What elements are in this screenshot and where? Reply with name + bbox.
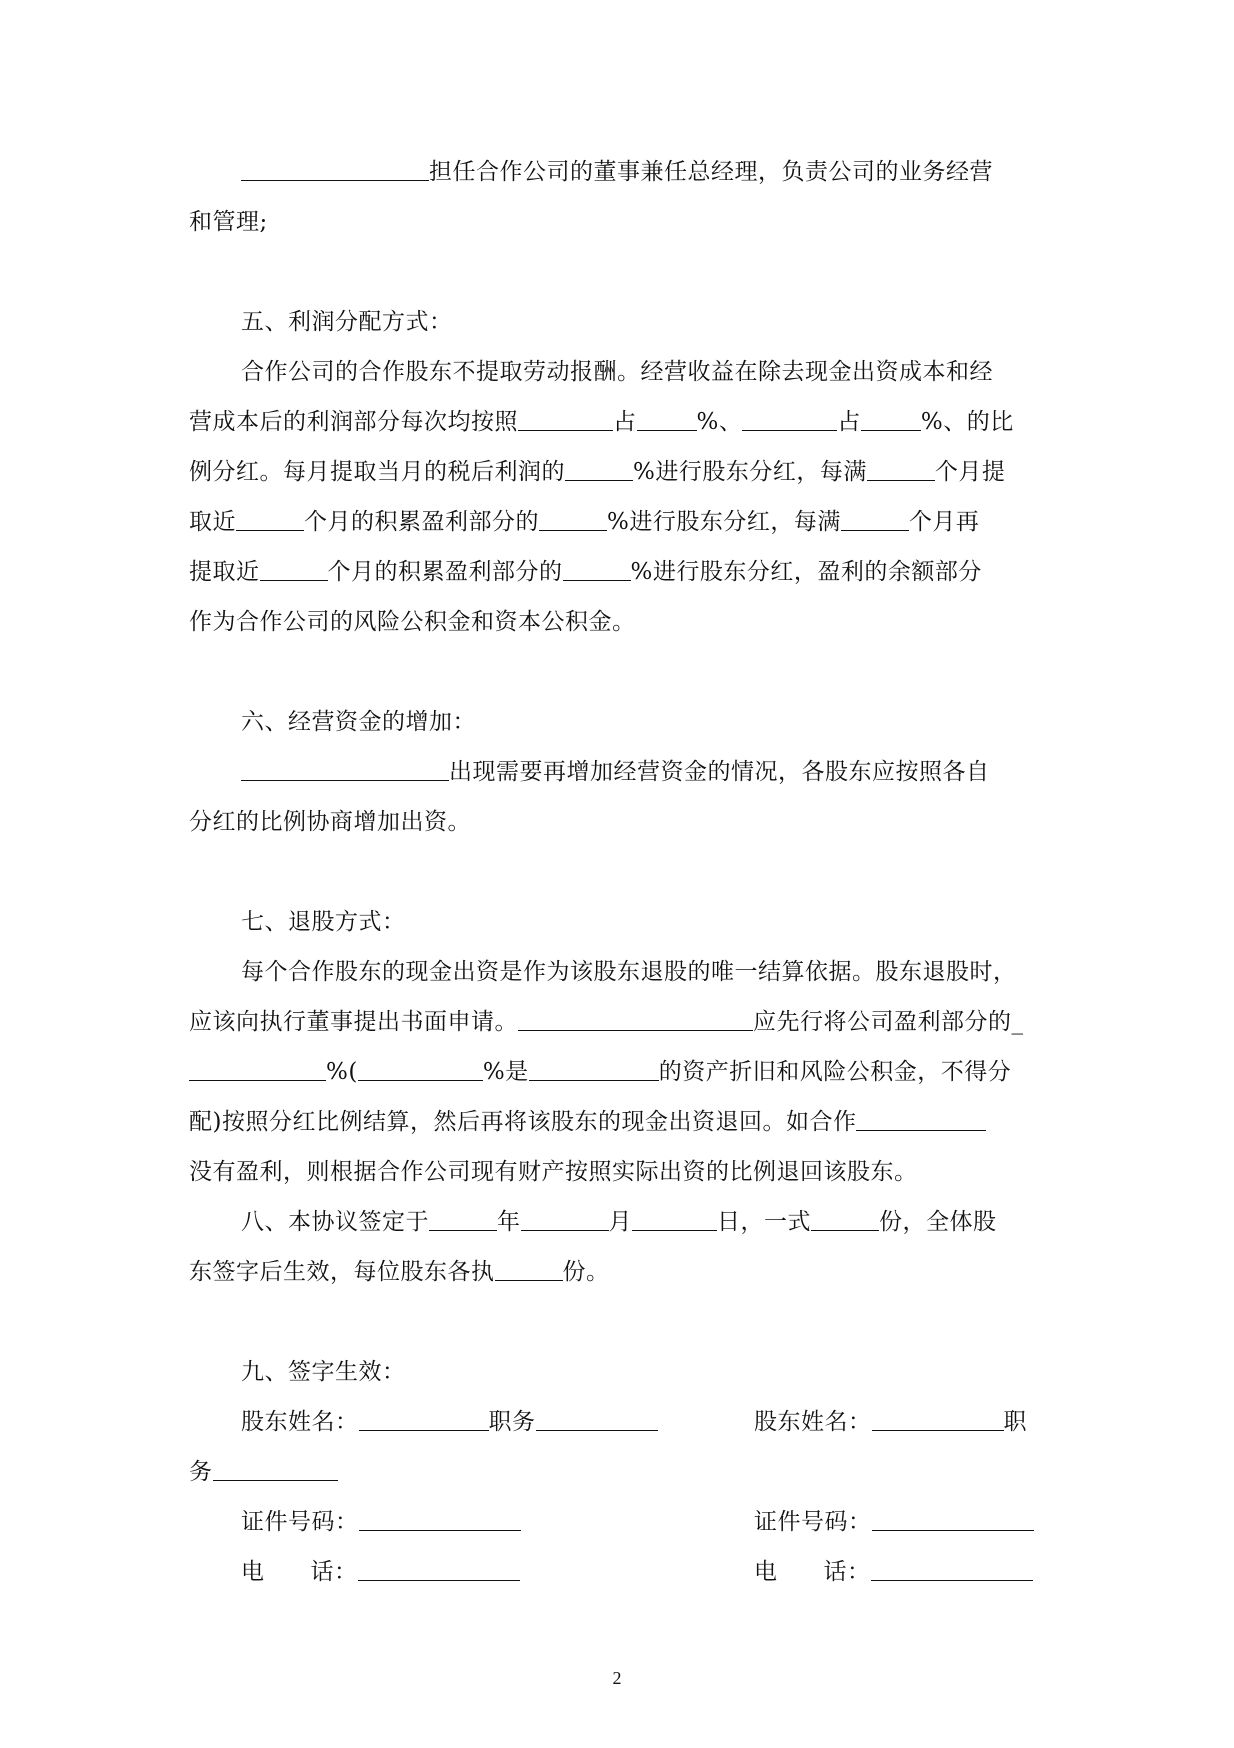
blank-field[interactable] bbox=[565, 458, 633, 481]
text: 个月的积累盈利部分的 bbox=[327, 559, 563, 585]
shareholder-name-label: 股东姓名： bbox=[241, 1409, 359, 1435]
blank-field[interactable] bbox=[521, 1208, 609, 1231]
text: 每个合作股东的现金出资是作为该股东退股的唯一结算依据。股东退股时， bbox=[241, 959, 1017, 985]
text-line bbox=[189, 1057, 1011, 1087]
blank-field[interactable] bbox=[867, 458, 935, 481]
text: 分红的比例协商增加出资。 bbox=[189, 809, 471, 835]
text: 占 bbox=[613, 409, 637, 435]
blank-field[interactable] bbox=[856, 1108, 986, 1131]
blank-field[interactable] bbox=[841, 508, 909, 531]
blank-field[interactable] bbox=[632, 1208, 717, 1231]
text-line bbox=[241, 357, 993, 387]
phone-label: 电 bbox=[241, 1559, 265, 1585]
blank-field[interactable] bbox=[241, 158, 429, 181]
heading-text: 七、退股方式： bbox=[241, 909, 406, 935]
phone-label: 话： bbox=[310, 1559, 358, 1585]
shareholder-name-field[interactable] bbox=[359, 1408, 489, 1431]
text: 作为合作公司的风险公积金和资本公积金。 bbox=[189, 609, 636, 635]
text: 合作公司的合作股东不提取劳动报酬。经营收益在除去现金出资成本和经 bbox=[241, 359, 993, 385]
text-line bbox=[189, 407, 1014, 437]
text: 取近 bbox=[189, 509, 236, 535]
heading-text: 五、利润分配方式： bbox=[241, 309, 453, 335]
id-number-label: 证件号码： bbox=[754, 1509, 872, 1535]
text-line bbox=[189, 807, 471, 837]
text: 个月再 bbox=[908, 509, 980, 535]
text: %进行股东分红，每满 bbox=[607, 509, 841, 535]
title-label: 职务 bbox=[488, 1409, 536, 1435]
text-line bbox=[189, 607, 636, 637]
text: 日，一式 bbox=[717, 1209, 811, 1235]
text: 年 bbox=[497, 1209, 521, 1235]
phone-label: 电 bbox=[754, 1559, 778, 1585]
signature-row-left bbox=[189, 1457, 338, 1487]
phone-field[interactable] bbox=[358, 1558, 520, 1581]
blank-field[interactable] bbox=[742, 408, 837, 431]
text: %( bbox=[326, 1059, 358, 1085]
id-number-field[interactable] bbox=[872, 1508, 1034, 1531]
phone-field[interactable] bbox=[871, 1558, 1033, 1581]
signature-row-right bbox=[754, 1507, 1034, 1537]
blank-field[interactable] bbox=[563, 558, 631, 581]
blank-field[interactable] bbox=[539, 508, 607, 531]
text: %是 bbox=[482, 1059, 529, 1085]
text: %进行股东分红，每满 bbox=[633, 459, 867, 485]
blank-field[interactable] bbox=[518, 408, 613, 431]
text: 出现需要再增加经营资金的情况，各股东应按照各自 bbox=[449, 759, 990, 785]
text: 月 bbox=[608, 1209, 632, 1235]
text: %进行股东分红，盈利的余额部分 bbox=[630, 559, 982, 585]
signature-row-left bbox=[241, 1407, 658, 1437]
text: 应该向执行董事提出书面申请。 bbox=[189, 1009, 518, 1035]
text: 没有盈利，则根据合作公司现有财产按照实际出资的比例退回该股东。 bbox=[189, 1159, 918, 1185]
signature-row-right bbox=[754, 1407, 1027, 1437]
title-field[interactable] bbox=[536, 1408, 658, 1431]
title-label-part: 务 bbox=[189, 1459, 213, 1485]
text-line bbox=[189, 507, 979, 537]
text: %、的比 bbox=[920, 409, 1014, 435]
title-label-part: 职 bbox=[1003, 1409, 1027, 1435]
id-number-field[interactable] bbox=[359, 1508, 521, 1531]
blank-field[interactable] bbox=[861, 408, 921, 431]
blank-field[interactable] bbox=[260, 558, 328, 581]
blank-field[interactable] bbox=[429, 1208, 497, 1231]
text: 和管理; bbox=[189, 209, 268, 235]
text: 个月的积累盈利部分的 bbox=[304, 509, 539, 535]
text-line bbox=[241, 957, 1017, 987]
text: 的资产折旧和风险公积金，不得分 bbox=[658, 1059, 1012, 1085]
text: 份。 bbox=[562, 1259, 610, 1285]
text-line bbox=[189, 1107, 986, 1137]
text: %、 bbox=[696, 409, 743, 435]
title-field[interactable] bbox=[213, 1458, 338, 1481]
text-line bbox=[189, 1157, 918, 1187]
signature-row-left bbox=[241, 1507, 521, 1537]
text-line bbox=[189, 207, 268, 237]
text: 例分红。每月提取当月的税后利润的 bbox=[189, 459, 565, 485]
blank-field[interactable] bbox=[518, 1008, 753, 1031]
signature-row-left bbox=[241, 1557, 520, 1587]
blank-field[interactable] bbox=[811, 1208, 879, 1231]
heading-text: 六、经营资金的增加： bbox=[241, 709, 476, 735]
blank-field[interactable] bbox=[637, 408, 697, 431]
section-heading bbox=[241, 307, 453, 337]
text: 占 bbox=[837, 409, 861, 435]
phone-label: 话： bbox=[823, 1559, 871, 1585]
heading-text: 九、签字生效： bbox=[241, 1359, 406, 1385]
section-heading bbox=[241, 707, 476, 737]
text: 份，全体股 bbox=[879, 1209, 997, 1235]
section-heading bbox=[241, 907, 406, 937]
text-line bbox=[241, 157, 993, 187]
page-number: 2 bbox=[612, 1668, 622, 1688]
text: 担任合作公司的董事兼任总经理，负责公司的业务经营 bbox=[429, 159, 993, 185]
section-heading bbox=[241, 1357, 406, 1387]
text: 八、本协议签定于 bbox=[241, 1209, 429, 1235]
text-line bbox=[189, 1007, 1024, 1037]
text: 东签字后生效，每位股东各执 bbox=[189, 1259, 495, 1285]
text: 应先行将公司盈利部分的_ bbox=[753, 1009, 1024, 1035]
text-line bbox=[189, 457, 1005, 487]
blank-field[interactable] bbox=[189, 1058, 326, 1081]
blank-field[interactable] bbox=[236, 508, 304, 531]
blank-field[interactable] bbox=[529, 1058, 659, 1081]
blank-field[interactable] bbox=[495, 1258, 563, 1281]
text-line bbox=[189, 557, 982, 587]
shareholder-name-label: 股东姓名： bbox=[754, 1409, 872, 1435]
id-number-label: 证件号码： bbox=[241, 1509, 359, 1535]
text: 个月提 bbox=[934, 459, 1006, 485]
text-line bbox=[241, 1207, 997, 1237]
blank-field[interactable] bbox=[358, 1058, 483, 1081]
text: 提取近 bbox=[189, 559, 260, 585]
text-line bbox=[189, 1257, 610, 1287]
text: 配)按照分红比例结算，然后再将该股东的现金出资退回。如合作 bbox=[189, 1109, 857, 1135]
shareholder-name-field[interactable] bbox=[872, 1408, 1004, 1431]
signature-row-right bbox=[754, 1557, 1033, 1587]
text-line bbox=[241, 757, 990, 787]
blank-field[interactable] bbox=[241, 758, 449, 781]
text: 营成本后的利润部分每次均按照 bbox=[189, 409, 518, 435]
